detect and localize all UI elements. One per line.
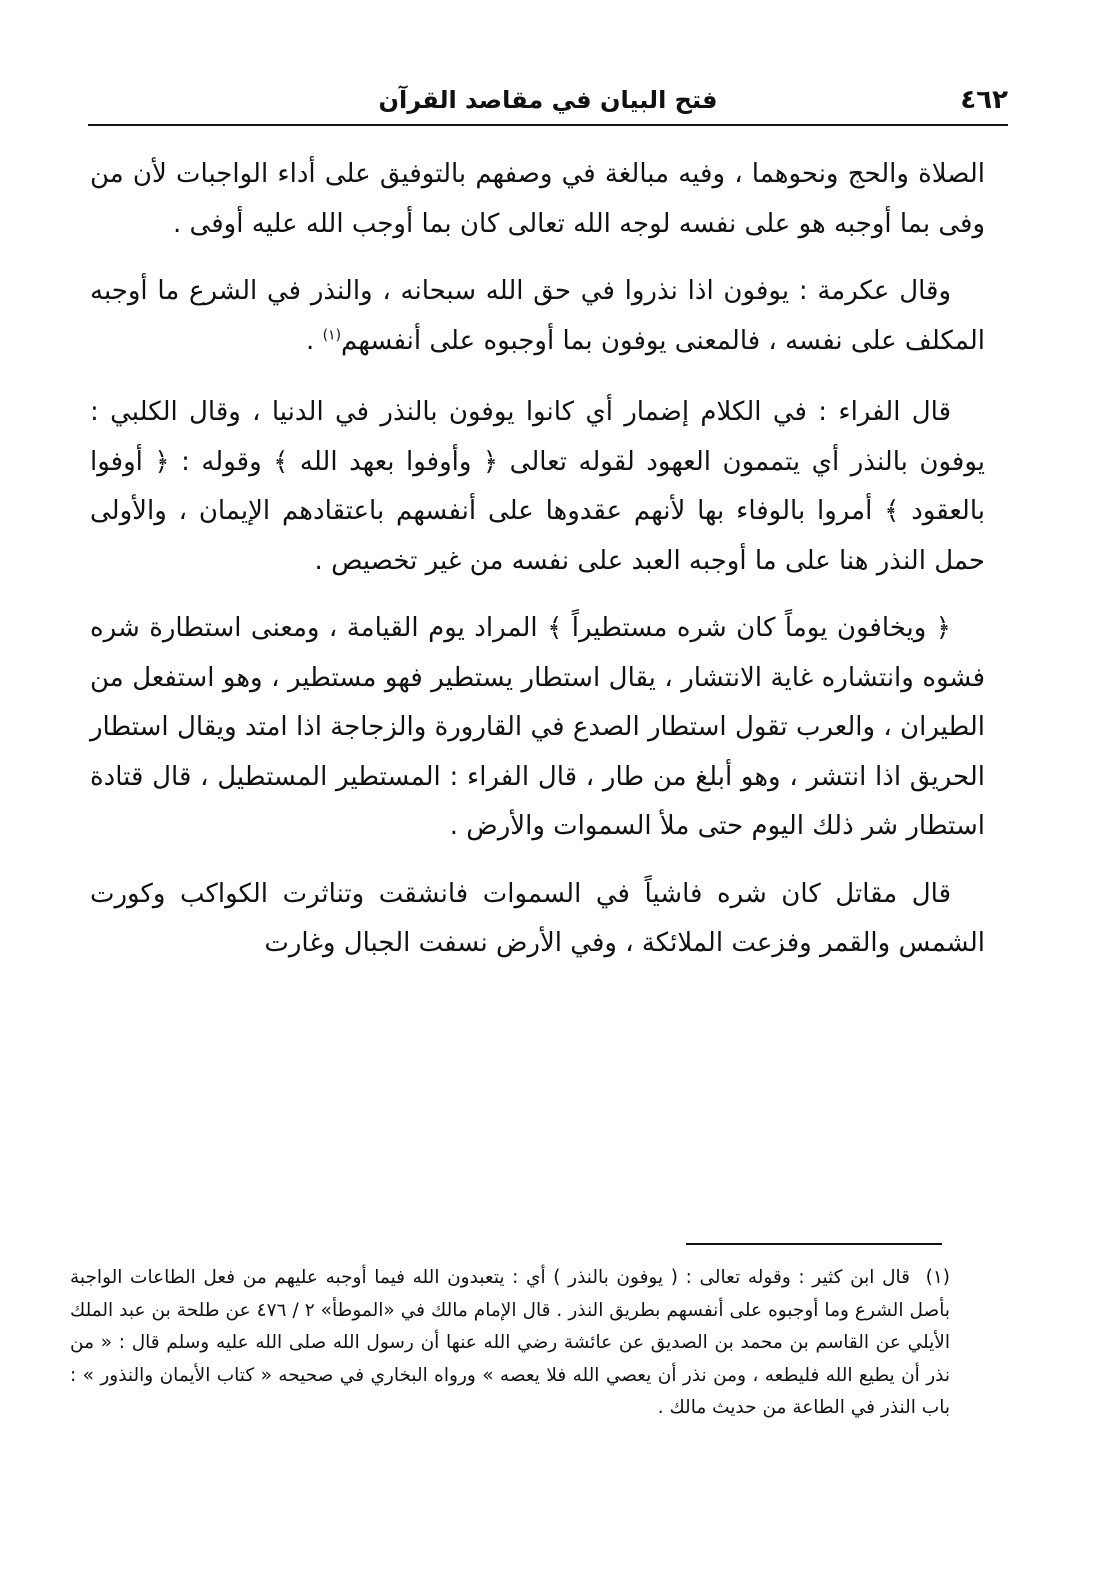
- paragraph-3: قال الفراء : في الكلام إضمار أي كانوا يوفون بالنذر في الدنيا ، وقال الكلبي : يوفون بالنذر أي يتممون العهود لقوله تعالى ﴿ وأوفوا بعهد الله ﴾ وقوله : ﴿ أوفوا بالعقود ﴾ أمروا بالوفاء بها لأنهم عقدوها على أنفسهم باعتقادهم الإيمان ، والأولى حمل النذر هنا على ما أوجبه العبد على نفسه من غير تخصيص .: [90, 397, 985, 576]
- main-text: [90, 150, 985, 987]
- paragraph-1: الصلاة والحج ونحوهما ، وفيه مبالغة في وصفهم بالتوفيق على أداء الواجبات لأن من وفى بما أوجبه هو على نفسه لوجه الله تعالى كان بما أوجب الله عليه أوفى .: [90, 159, 985, 239]
- header-rule: [88, 124, 1008, 126]
- page-number: ٤٦٢: [960, 85, 1008, 115]
- running-title: فتح البيان في مقاصد القرآن: [378, 86, 718, 114]
- paragraph-2: [90, 267, 985, 366]
- paragraph-2-end: .: [306, 325, 323, 356]
- footnote-rule: [686, 1243, 942, 1245]
- paragraph-5: قال مقاتل كان شره فاشياً في السموات فانشقت وتناثرت الكواكب وكورت الشمس والقمر وفزعت الملائكة ، وفي الأرض نسفت الجبال وغارت: [90, 878, 985, 958]
- footnote-text: قال ابن كثير : وقوله تعالى : ( يوفون بالنذر ) أي : يتعبدون الله فيما أوجبه عليهم من فعل الطاعات الواجبة بأصل الشرع وما أوجبوه على أنفسهم بطريق النذر . قال الإمام مالك في «الموطأ» ٢ / ٤٧٦ عن طلحة بن عبد الملك الأيلي عن القاسم بن محمد بن الصديق عن عائشة رضي الله عنها أن رسول الله صلى الله عليه وسلم قال : « من نذر أن يطيع الله فليطعه ، ومن نذر أن يعصي الله فلا يعصه » ورواه البخاري في صحيحه « كتاب الأيمان والنذور » : باب النذر في الطاعة من حديث مالك .: [70, 1267, 950, 1418]
- page-header: [88, 82, 1008, 126]
- footnote: [70, 1262, 950, 1425]
- footnote-reference: (١): [322, 326, 342, 343]
- paragraph-2-text: وقال عكرمة : يوفون اذا نذروا في حق الله سبحانه ، والنذر في الشرع ما أوجبه المكلف على نفسه ، فالمعنى يوفون بما أوجبوه على أنفسهم: [90, 276, 985, 356]
- paragraph-4: ﴿ ويخافون يوماً كان شره مستطيراً ﴾ المراد يوم القيامة ، ومعنى استطارة شره فشوه وانتشاره غاية الانتشار ، يقال استطار يستطير فهو مستطير ، وهو استفعل من الطيران ، والعرب تقول استطار الصدع في القارورة والزجاجة اذا امتد ويقال استطار الحريق اذا انتشر ، وهو أبلغ من طار ، قال الفراء : المستطير المستطيل ، قال قتادة استطار شر ذلك اليوم حتى ملأ السموات والأرض .: [90, 613, 985, 841]
- footnote-marker: (١): [925, 1267, 950, 1288]
